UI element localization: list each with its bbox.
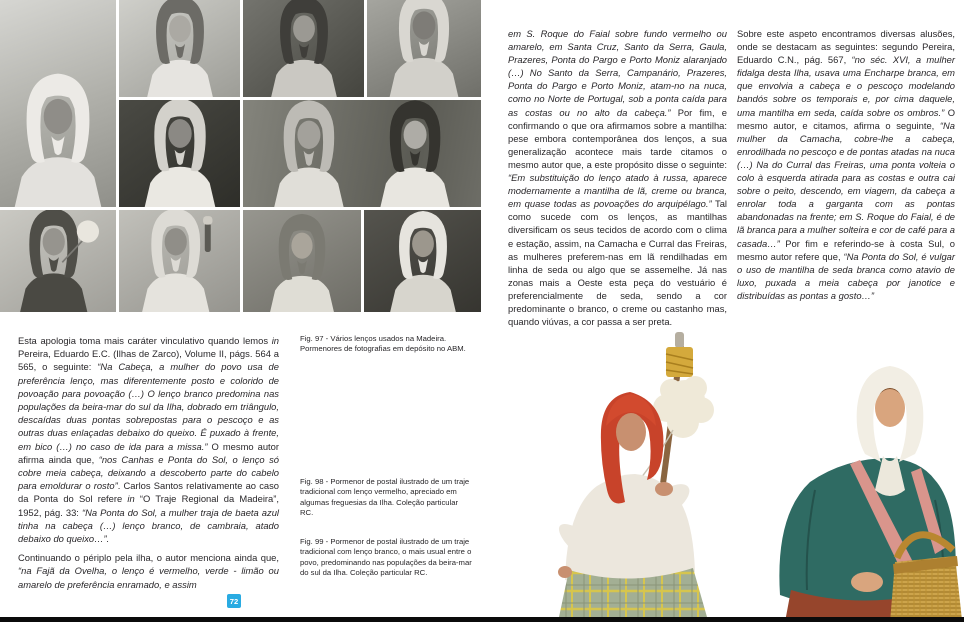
bw-photo-woman-white-scarf (0, 0, 116, 207)
right-text-column-2: Sobre este aspeto encontramos diversas alusões, onde se destacam as seguintes: segundo Pereira, Eduardo C.N., pág. 567, “no séc. XVI, a mulher fidalga desta Ilha, usava uma Encharpe branca, em que envolvia a cabeça e o pescoço modelando bandós sobre os temporais e, por cima daquele, uma mantilha em seda, caída sobre os ombros.” O mesmo autor, e citamos, afirma o seguinte, “Na mulher da Camacha, cobre-lhe a cabeça, enrodilhada no pescoço e de pontas atadas na nuca (…) Na do Curral das Freiras, uma ponta volteia o colo à esquerda atirada para as costas e outra cai sobre o peito, descendo, em viagem, da cabeça a enrolar toda a garganta com as pontas abandonadas na frente; em S. Roque do Faial, é de lã branca para a mulher solteira e cor de café para a casada…” Por fim e referindo-se à costa Sul, o mesmo autor refere que, “Na Ponta do Sol, é vulgar o uso de mantilha de seda branca como atavio de luxo, puxada a meia cabeça por janotice e distribuídas as pontas a gosto…” (737, 28, 956, 301)
color-photo-fig99-white-scarf-basket (755, 350, 962, 617)
spindle (204, 223, 210, 252)
caption-fig-97: Fig. 97 - Vários lenços usados na Madeira. Pormenores de fotografias em depósito no ABM. (300, 334, 466, 354)
body-text-column (18, 334, 279, 597)
page-number-badge: 72 (227, 594, 241, 608)
bw-photo-woman-dark-scarf (119, 0, 240, 97)
face (875, 389, 905, 427)
right-hand (655, 482, 673, 496)
bw-photo-old-woman-spinning (0, 210, 116, 312)
photo-collage-fig97 (0, 0, 481, 312)
color-photo-fig98-red-scarf-distaff (545, 330, 760, 617)
body-paragraph-2: Continuando o périplo pela ilha, o autor menciona ainda que, “na Fajã da Ovelha, o lenço é vermelho, verde - limão ou amarelo de preferência enramado, e assim (18, 552, 279, 590)
face (616, 413, 646, 451)
bw-photo-women-working (243, 0, 364, 97)
bw-photo-old-woman-distaff (119, 210, 240, 312)
footer-black-bar (0, 617, 964, 622)
bw-photo-two-women-thatch (243, 100, 481, 207)
bw-photo-young-woman-white-scarf (364, 210, 481, 312)
body-paragraph-1: Esta apologia toma mais caráter vinculativo quando lemos in Pereira, Eduardo E.C. (Ilhas de Zarco), Volume II, págs. 564 a 565, o seguinte: “Na Cabeça, a mulher do povo usa de preferência lenço, mas diferentemente posto e colorido de povoação para povoação (…) O lenço branco predomina nas populações da beira-mar do sul da Ilha, dobrado em triângulo, descaídas duas pontas sobrepostas para o pescoço e as outras duas enlaçadas debaixo do queixo. É puxado à frente, em bico (…) no caso de ida para a missa.” O mesmo autor afirma ainda que, “nos Canhas e Ponta do Sol, o lenço só cobre meia cabeça, deixando a descoberto parte do cabelo para emoldurar o rosto”. Carlos Santos relativamente ao caso da Ponta do Sol refere in “O Traje Regional da Madeira”, 1952, pág. 33: “Na Ponta do Sol, a mulher traja de baeta azul tinha na cabeça (…) lenço branco, de cambraia, atado debaixo do queixo…”. (18, 335, 279, 545)
bw-photo-woman-checkered-scarf (367, 0, 481, 97)
woman-white-scarf (779, 366, 962, 622)
caption-fig-98: Fig. 98 - Pormenor de postal ilustrado de um traje tradicional com lenço vermelho, apreciado em algumas freguesias da Ilha. Coleção particular RC. (300, 477, 470, 518)
bw-photo-woman-bandana-profile (243, 210, 361, 312)
right-text-column-1: em S. Roque do Faial sobre fundo vermelho ou amarelo, em Santa Cruz, Santo da Serra, Gaula, Prazeres, Ponta do Pargo e Porto Moniz alaranjado (…) No Santo da Serra, Campanário, Prazeres, Ponta do Pargo e Porto Moniz, atam-no na nuca, como no Norte de Portugal, sob a ponta caída para as costas ou no alto da cabeça.” Por fim, e confirmando o que ora afirmamos sobre a mantilha: pese embora contemporânea dos lenços, a sua generalização acontece mais tarde citamos o mesmo autor que, a este propósito disse o seguinte: “Em substituição do lenço atado à russa, aparece modernamente a mantilha de lã, creme ou branca, em quase todas as povoações do arquipélago.” Tal como sucede com os lenços, as mantilhas diversificam os seus tecidos de acordo com o clima e estação, assim, na Camacha e Curral das Freiras, as mulheres preferem-nas em lã rendilhadas em linha de seda ou algo que se assemelhe. Já nas zonas mais a Oeste esta peça do vestuário é preferencialmente de seda, sendo a cor predominante o branco, o creme ou castanho mas, quando viúvas, a cor passa a ser preta. (508, 28, 728, 328)
hands (851, 572, 883, 592)
bw-photo-woman-dotted-scarf (119, 100, 240, 207)
left-hand (558, 566, 572, 578)
wool-ball (77, 220, 99, 242)
caption-fig-99: Fig. 99 - Pormenor de postal ilustrado de um traje tradicional com lenço branco, o mais usual entre o povo, predominando nas populações da beira-mar do sul da Ilha. Coleção particular RC. (300, 537, 472, 578)
